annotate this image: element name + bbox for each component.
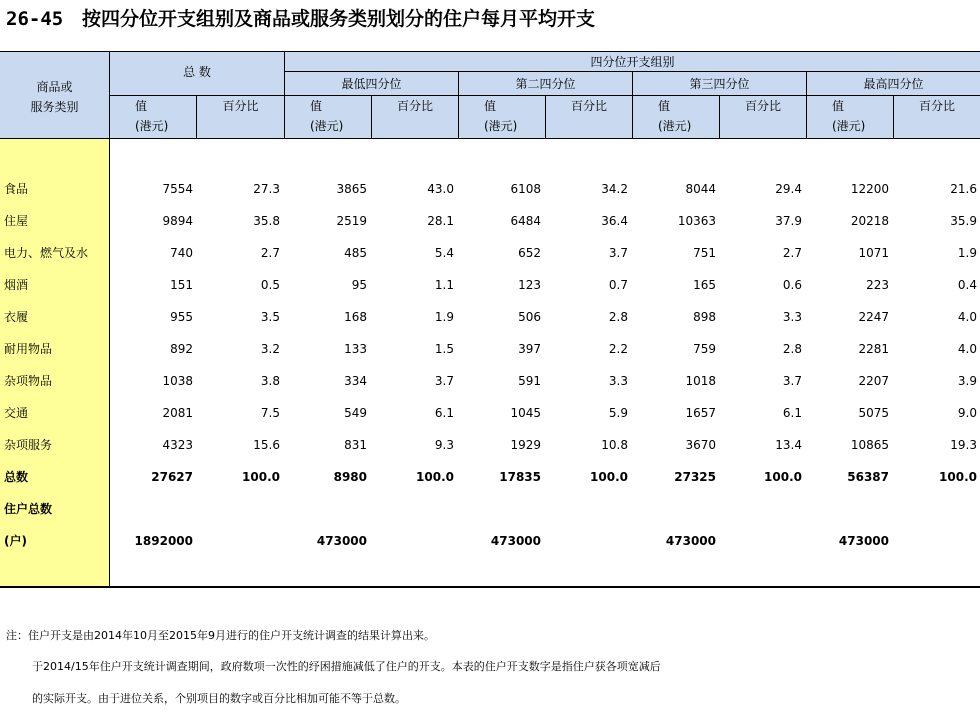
row-label: 烟酒 — [4, 278, 29, 292]
page-title — [6, 4, 976, 34]
percent-header-q1: 百分比 — [372, 96, 459, 139]
table-cell: 8044 — [685, 182, 716, 196]
table-cell: 3.8 — [260, 374, 280, 388]
table-cell: 2.8 — [608, 310, 628, 324]
table-cell: 29.4 — [775, 182, 802, 196]
table-cell: 4.0 — [957, 310, 977, 324]
table-cell: 5.9 — [608, 406, 628, 420]
category-header-line2: 服务类别 — [30, 100, 79, 114]
table-cell: 334 — [344, 374, 367, 388]
row-label: 衣履 — [4, 310, 29, 324]
percent-header-q3: 百分比 — [720, 96, 807, 139]
table-cell: 223 — [866, 278, 889, 292]
households-cell: 1892000 — [134, 534, 193, 548]
table-cell: 485 — [344, 246, 367, 260]
table-cell: 9894 — [162, 214, 193, 228]
households-cell: 473000 — [665, 534, 716, 548]
table-cell: 35.8 — [253, 214, 280, 228]
households-cell: 473000 — [838, 534, 889, 548]
table-cell: 4.0 — [957, 342, 977, 356]
total-cell: 100.0 — [416, 470, 454, 484]
table-cell: 3.3 — [782, 310, 802, 324]
category-header-line1: 商品或 — [36, 80, 73, 94]
total-cell: 100.0 — [939, 470, 977, 484]
table-cell: 759 — [693, 342, 716, 356]
table-cell: 34.2 — [601, 182, 628, 196]
table-cell: 1929 — [510, 438, 541, 452]
table-cell: 6108 — [510, 182, 541, 196]
table-cell: 165 — [693, 278, 716, 292]
table-cell: 3.7 — [608, 246, 628, 260]
row-label: 杂项物品 — [4, 374, 53, 388]
total-cell: 100.0 — [764, 470, 802, 484]
row-label: 耐用物品 — [4, 342, 53, 356]
note-line-2: 于2014/15年住户开支统计调查期间，政府数项一次性的纾困措施减低了住户的开支。本表的住户开支数字是指住户获各项宽减后 — [32, 660, 661, 673]
quartile-header-1: 最低四分位 — [285, 72, 459, 96]
note-line-1: 注：住户开支是由2014年10月至2015年9月进行的住户开支统计调查的结果计算出来。 — [6, 629, 435, 642]
total-row-label: 总数 — [4, 470, 29, 484]
table-cell: 3670 — [685, 438, 716, 452]
table-cell: 1.1 — [434, 278, 454, 292]
total-cell: 100.0 — [242, 470, 280, 484]
percent-header-q2: 百分比 — [546, 96, 633, 139]
row-label: 电力、燃气及水 — [4, 246, 89, 260]
table-cell: 9.0 — [957, 406, 977, 420]
quartile-group-header: 四分位开支组别 — [285, 52, 980, 72]
table-cell: 0.4 — [957, 278, 977, 292]
table-cell: 133 — [344, 342, 367, 356]
table-cell: 7554 — [162, 182, 193, 196]
table-cell: 831 — [344, 438, 367, 452]
row-label: 住屋 — [4, 214, 29, 228]
value-header-q1: 值 (港元) — [285, 96, 372, 139]
table-cell: 151 — [170, 278, 193, 292]
table-cell: 1657 — [685, 406, 716, 420]
table-cell: 3.5 — [260, 310, 280, 324]
value-header-total: 值 (港元) — [110, 96, 197, 139]
table-cell: 28.1 — [427, 214, 454, 228]
total-cell: 17835 — [499, 470, 541, 484]
table-cell: 506 — [518, 310, 541, 324]
table-cell: 2081 — [162, 406, 193, 420]
table-cell: 12200 — [850, 182, 889, 196]
table-cell: 2247 — [858, 310, 889, 324]
table-cell: 4323 — [162, 438, 193, 452]
bottom-rule — [0, 586, 980, 588]
table-cell: 1071 — [858, 246, 889, 260]
table-cell: 1045 — [510, 406, 541, 420]
table-cell: 2281 — [858, 342, 889, 356]
table-cell: 0.6 — [782, 278, 802, 292]
table-cell: 1038 — [162, 374, 193, 388]
table-cell: 43.0 — [427, 182, 454, 196]
table-cell: 892 — [170, 342, 193, 356]
table-cell: 10363 — [677, 214, 716, 228]
table-cell: 35.9 — [950, 214, 977, 228]
table-cell: 37.9 — [775, 214, 802, 228]
table-cell: 15.6 — [253, 438, 280, 452]
percent-header-total: 百分比 — [197, 96, 285, 139]
category-column-rule — [109, 139, 110, 587]
table-cell: 20218 — [850, 214, 889, 228]
row-label: 交通 — [4, 406, 29, 420]
table-cell: 3.2 — [260, 342, 280, 356]
table-cell: 898 — [693, 310, 716, 324]
table-cell: 5.4 — [434, 246, 454, 260]
table-cell: 1.5 — [434, 342, 454, 356]
table-cell: 10865 — [850, 438, 889, 452]
table-cell: 0.5 — [260, 278, 280, 292]
row-label: 食品 — [4, 182, 29, 196]
table-cell: 3.3 — [608, 374, 628, 388]
total-cell: 27325 — [674, 470, 716, 484]
table-cell: 1.9 — [957, 246, 977, 260]
value-header-q4: 值 (港元) — [807, 96, 894, 139]
table-cell: 3865 — [336, 182, 367, 196]
table-cell: 95 — [351, 278, 367, 292]
table-cell: 2519 — [336, 214, 367, 228]
table-number: 26-45 — [6, 8, 64, 30]
table-cell: 591 — [518, 374, 541, 388]
table-cell: 2.8 — [782, 342, 802, 356]
table-title: 按四分位开支组别及商品或服务类别划分的住户每月平均开支 — [82, 8, 596, 30]
total-cell: 56387 — [847, 470, 889, 484]
table-cell: 168 — [344, 310, 367, 324]
table-cell: 3.7 — [434, 374, 454, 388]
table-cell: 9.3 — [434, 438, 454, 452]
total-cell: 27627 — [151, 470, 193, 484]
table-cell: 740 — [170, 246, 193, 260]
table-cell: 2207 — [858, 374, 889, 388]
households-label: 住户总数 — [4, 502, 53, 516]
table-cell: 1.9 — [434, 310, 454, 324]
table-cell: 2.7 — [260, 246, 280, 260]
table-cell: 652 — [518, 246, 541, 260]
category-header — [0, 52, 110, 139]
percent-header-q4: 百分比 — [894, 96, 980, 139]
table-cell: 3.9 — [957, 374, 977, 388]
table-cell: 0.7 — [608, 278, 628, 292]
quartile-header-4: 最高四分位 — [807, 72, 980, 96]
table-cell: 123 — [518, 278, 541, 292]
table-cell: 36.4 — [601, 214, 628, 228]
table-cell: 21.6 — [950, 182, 977, 196]
table-cell: 13.4 — [775, 438, 802, 452]
table-cell: 955 — [170, 310, 193, 324]
quartile-header-3: 第三四分位 — [633, 72, 807, 96]
table-cell: 27.3 — [253, 182, 280, 196]
households-cell: 473000 — [316, 534, 367, 548]
table-cell: 7.5 — [260, 406, 280, 420]
quartile-header-2: 第二四分位 — [459, 72, 633, 96]
table-cell: 397 — [518, 342, 541, 356]
row-label: 杂项服务 — [4, 438, 53, 452]
table-cell: 2.2 — [608, 342, 628, 356]
note-line-3: 的实际开支。由于进位关系，个别项目的数字或百分比相加可能不等于总数。 — [32, 692, 406, 705]
value-header-q3: 值 (港元) — [633, 96, 720, 139]
table-cell: 5075 — [858, 406, 889, 420]
table-cell: 19.3 — [950, 438, 977, 452]
table-cell: 2.7 — [782, 246, 802, 260]
table-cell: 6.1 — [782, 406, 802, 420]
value-header-q2: 值 (港元) — [459, 96, 546, 139]
total-header: 总 数 — [110, 52, 285, 96]
households-cell: 473000 — [490, 534, 541, 548]
total-cell: 100.0 — [590, 470, 628, 484]
table-cell: 3.7 — [782, 374, 802, 388]
households-unit: (户) — [4, 534, 27, 548]
table-header — [0, 52, 980, 139]
table-cell: 549 — [344, 406, 367, 420]
table-cell: 10.8 — [601, 438, 628, 452]
table-cell: 751 — [693, 246, 716, 260]
table-cell: 6484 — [510, 214, 541, 228]
table-cell: 6.1 — [434, 406, 454, 420]
total-cell: 8980 — [333, 470, 367, 484]
category-column — [0, 139, 109, 587]
table-cell: 1018 — [685, 374, 716, 388]
